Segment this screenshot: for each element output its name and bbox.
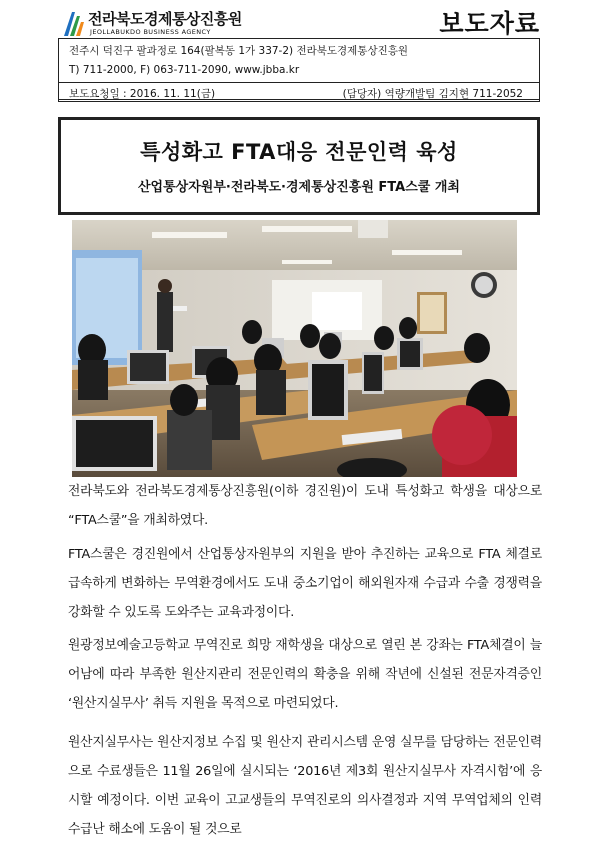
release-request-date: 보도요청일 : 2016. 11. 11(금) <box>69 88 216 100</box>
org-name-english: JEOLLABUKDO BUSINESS AGENCY <box>90 28 211 36</box>
agency-emblem-icon <box>60 8 86 38</box>
headline-title: 특성화고 FTA대응 전문인력 육성 <box>140 140 458 164</box>
body-paragraph-2: FTA스쿨은 경진원에서 산업통상자원부의 지원을 받아 추진하는 교육으로 FTA 체결로 급속하게 변화하는 무역환경에서도 도내 중소기업이 해외원자재 수급과 수출 경쟁력을 강화할 수 있도록 도와주는 교육과정이다. <box>68 547 542 620</box>
address-line: 전주시 덕진구 팔과정로 164(팔복동 1가 337-2) 전라북도경제통상진흥원 <box>69 45 409 57</box>
body-paragraph-4: 원산지실무사는 원산지정보 수집 및 원산지 관리시스템 운영 실무를 담당하는 전문인력으로 수료생들은 11월 26일에 실시되는 ‘2016년 제3회 원산지실무사 자격시험’에 응시할 예정이다. 이번 교육이 고교생들의 무역진로의 의사결정과 지역 무역업체의 인력 수급난 해소에 도움이 될 것으로 <box>68 735 542 837</box>
body-paragraph-3: 원광정보예술고등학교 무역진로 희망 재학생을 대상으로 열린 본 강좌는 FTA체결이 늘어남에 따라 부족한 원산지관리 전문인력의 확충을 위해 작년에 신설된 전문자격증인 ‘원산지실무사’ 취득 지원을 목적으로 마련되었다. <box>68 638 542 711</box>
headline-subtitle: 산업통상자원부·전라북도·경제통상진흥원 FTA스쿨 개최 <box>137 180 460 195</box>
document-type-title: 보도자료 <box>439 9 540 38</box>
release-info-row <box>58 82 540 102</box>
org-logo <box>60 6 242 42</box>
phone-fax-web-line: T) 711-2000, F) 063-711-2090, www.jbba.kr <box>69 64 300 76</box>
classroom-photo <box>72 220 517 477</box>
org-name: 전라북도경제통상진흥원 <box>88 10 242 28</box>
body-paragraph-1: 전라북도와 전라북도경제통상진흥원(이하 경진원)이 도내 특성화고 학생을 대상으로 “FTA스쿨”을 개최하였다. <box>68 484 542 528</box>
headline-box <box>58 117 540 215</box>
contact-person: (담당자) 역량개발팀 김지현 711-2052 <box>342 88 523 100</box>
